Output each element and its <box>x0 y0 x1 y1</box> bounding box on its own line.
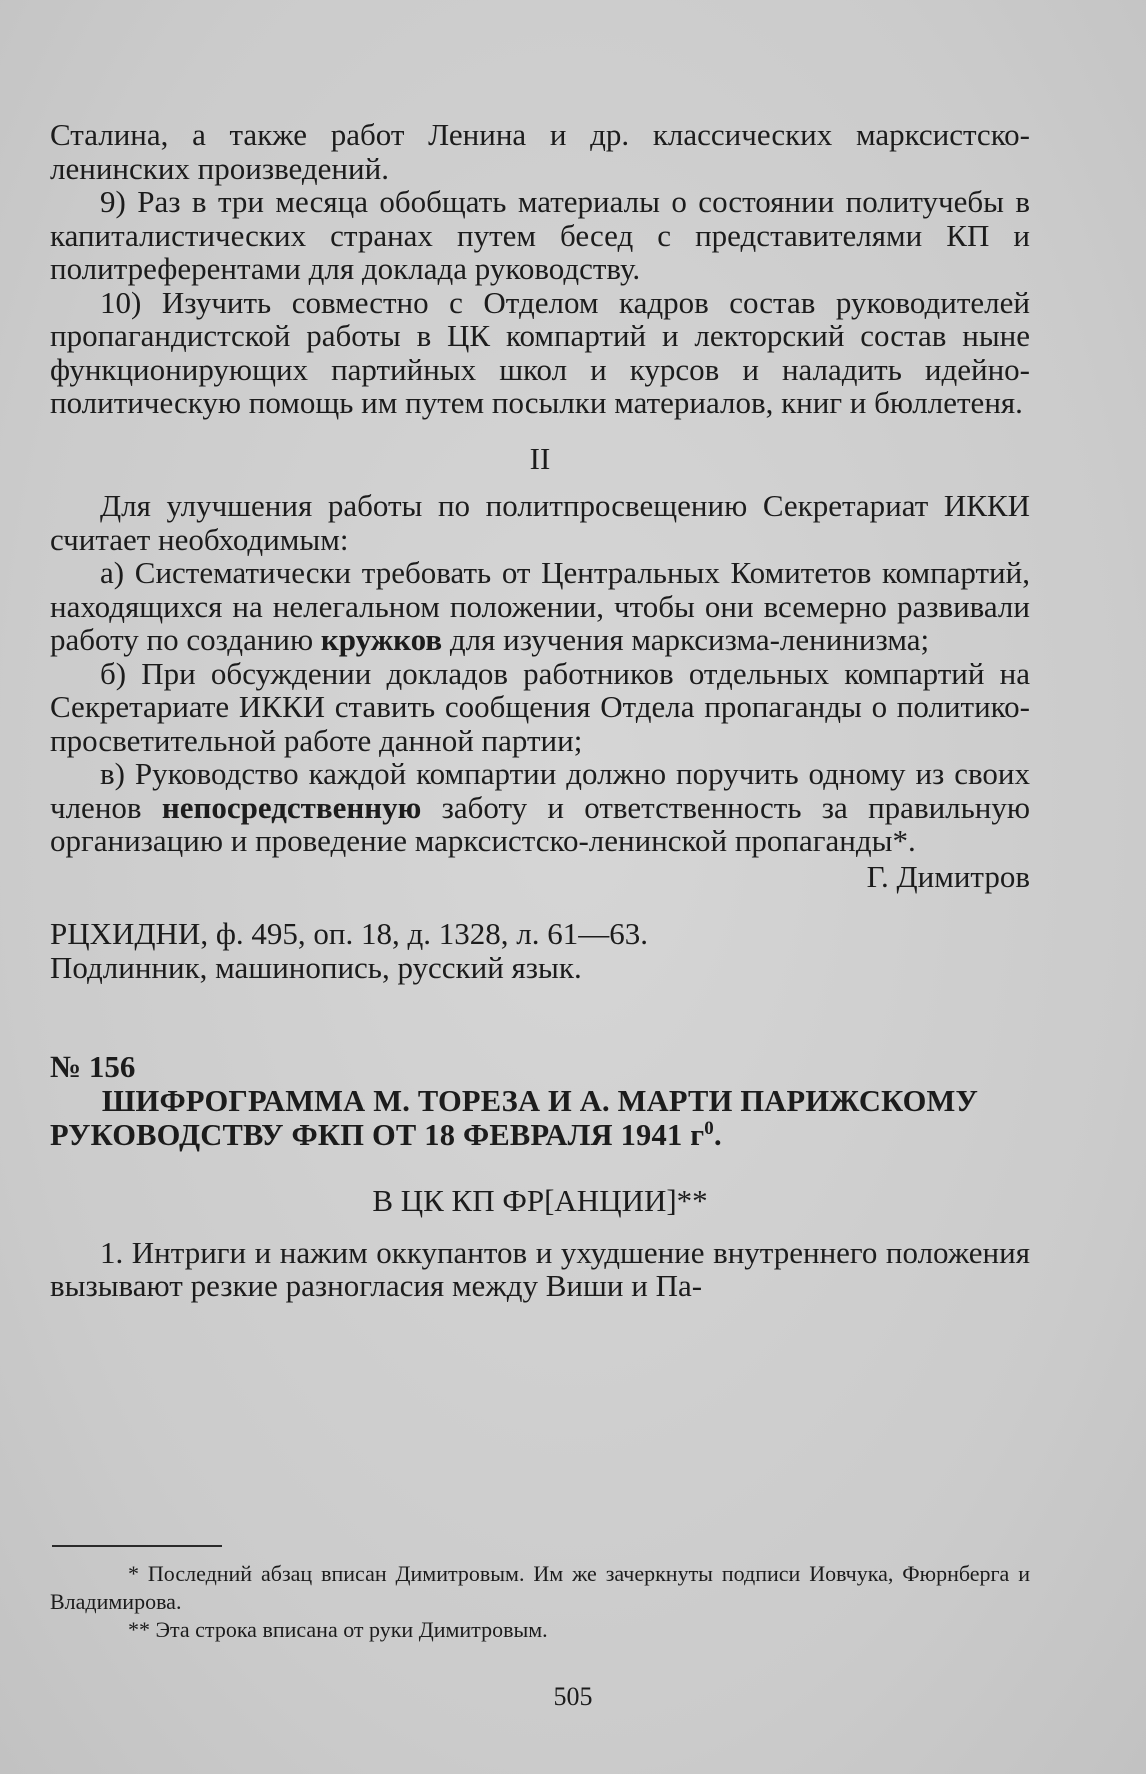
archive-description: Подлинник, машинопись, русский язык. <box>50 949 582 985</box>
list-item-v <box>50 757 1030 858</box>
footnote-1: * Последний абзац вписан Димитровым. Им же зачеркнуты подписи Иовчука, Фюрнберга и Владимирова. <box>50 1561 1030 1614</box>
list-item-a <box>50 556 1030 657</box>
section-number: II <box>529 440 551 476</box>
emphasis-kruzhkov: кружков <box>320 622 443 657</box>
list-item-10: 10) Изучить совместно с Отделом кадров состав руководителей пропагандистской работы в ЦК компартий и лекторский состав ныне функционирующих партийных школ и курсов и наладить идейно-политическую помощь им путем посылки материалов, книг и бюллетеня. <box>50 284 1030 420</box>
list-item-b: б) При обсуждении докладов работников отдельных компартий на Секретариате ИККИ ставить сообщения Отдела пропаганды о политико-просветительной работе данной партии; <box>50 655 1030 758</box>
document-title-period: . <box>713 1118 722 1152</box>
document-paragraph-1: 1. Интриги и нажим оккупантов и ухудшение внутреннего положения вызывают резкие разногласия между Виши и Па- <box>50 1234 1030 1303</box>
page-number: 505 <box>553 1682 593 1711</box>
archive-source <box>50 917 1030 984</box>
list-item-v-text: в) Руководство каждой компартии должно поручить одному из своих членов <box>50 756 1030 825</box>
document-title <box>50 1084 1030 1152</box>
footnote-divider <box>52 1545 222 1547</box>
document-title-text: ШИФРОГРАММА М. ТОРЕЗА И А. МАРТИ ПАРИЖСКОМУ РУКОВОДСТВУ ФКП ОТ 18 ФЕВРАЛЯ 1941 г <box>50 1084 979 1152</box>
document-title-superscript: 0 <box>704 1117 714 1139</box>
archive-reference: РЦХИДНИ, ф. 495, оп. 18, д. 1328, л. 61—63. <box>50 916 648 951</box>
paragraph-continuation: Сталина, а также работ Ленина и др. классических марксистско-ленинских произведений. <box>50 117 1030 186</box>
list-item-9: 9) Раз в три месяца обобщать материалы о состоянии политучебы в капиталистических странах путем бесед с представителями КП и политреферентами для доклада руководству. <box>50 184 1030 286</box>
list-item-v-text-end: заботу и ответственность за правильную организацию и проведение марксистско-ленинской пропаганды*. <box>50 789 1031 858</box>
list-item-a-text: а) Систематически требовать от Центральных Комитетов компартий, находящихся на нелегальном положении, чтобы они всемерно развивали работу по созданию <box>50 555 1030 657</box>
emphasis-neposredstvennuyu: непосредственную <box>161 789 422 825</box>
section-intro: Для улучшения работы по политпросвещению Секретариат ИККИ считает необходимым: <box>50 488 1030 557</box>
page-body <box>50 118 1030 1303</box>
list-item-a-text-end: для изучения марксизма-ленинизма; <box>449 622 930 657</box>
signature: Г. Димитров <box>866 858 1030 894</box>
footnotes <box>50 1560 1030 1644</box>
footnote-2: ** Эта строка вписана от руки Димитровым. <box>128 1617 548 1642</box>
document-number: № 156 <box>50 1049 136 1084</box>
addressee: В ЦК КП ФР[АНЦИИ]** <box>372 1183 708 1218</box>
